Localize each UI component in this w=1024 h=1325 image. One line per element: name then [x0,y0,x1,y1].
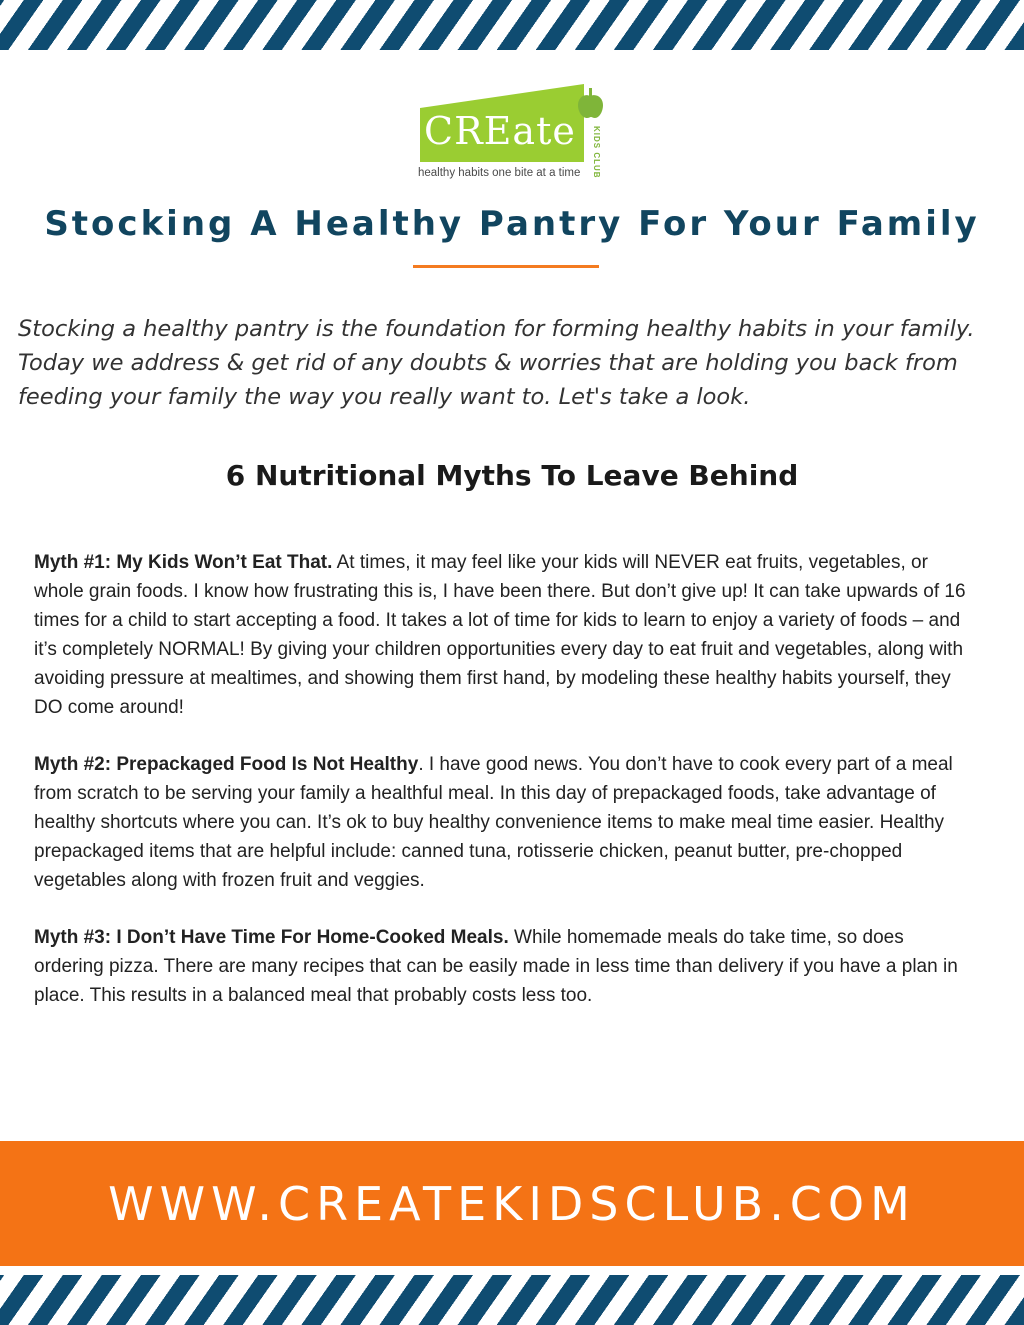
logo-side-text: KIDS CLUB [592,126,601,179]
logo-wordmark: CREate [424,109,576,153]
bottom-stripe-border [0,1275,1024,1325]
website-link[interactable]: WWW.CREATEKIDSCLUB.COM [108,1177,916,1231]
myth-1-body: At times, it may feel like your kids will NEVER eat fruits, vegetables, or whole grain foods. I know how frustrating this is, I have been there. But don’t give up! It can take upwards of 16 times for a child to start accepting a food. It takes a lot of time for kids to learn to enjoy a variety of foods – and it’s completely NORMAL! By giving your children opportunities every day to eat fruit and vegetables, along with avoiding pressure at mealtimes, and showing them first hand, by modeling these healthy habits yourself, they DO come around! [34,552,966,718]
myth-1-lead: Myth #1: My Kids Won’t Eat That. [34,552,333,573]
myth-2-body: . I have good news. You don’t have to cook every part of a meal from scratch to be serving your family a healthful meal. In this day of prepackaged foods, take advantage of healthy shortcuts where you can. It’s ok to buy healthy convenience items to make meal time easier. Healthy prepackaged items that are helpful include: canned tuna, rotisserie chicken, peanut butter, pre-chopped vegetables along with frozen fruit and veggies. [34,754,953,891]
myth-1-paragraph [34,548,974,722]
section-heading: 6 Nutritional Myths To Leave Behind [225,459,799,492]
myth-2-paragraph [34,750,974,895]
intro-paragraph: Stocking a healthy pantry is the foundation for forming healthy habits in your family. Today we address & get rid of any doubts & worries that are holding you back from feeding your family the way you really want to. Let's take a look. [18,316,975,410]
myth-3-body: While homemade meals do take time, so does ordering pizza. There are many recipes that can be easily made in less time than delivery if you have a plan in place. This results in a balanced meal that probably costs less too. [34,927,958,1006]
logo-tagline: healthy habits one bite at a time [418,167,581,179]
title-underline [413,265,599,268]
myth-2-lead: Myth #2: Prepackaged Food Is Not Healthy [34,754,419,775]
myth-3-lead: Myth #3: I Don’t Have Time For Home-Cooked Meals. [34,927,509,948]
myth-3-paragraph [34,923,974,1010]
page-title: Stocking A Healthy Pantry For Your Family [44,204,980,244]
top-stripe-border [0,0,1024,50]
create-kids-club-logo [418,82,608,184]
footer-banner [0,1141,1024,1266]
